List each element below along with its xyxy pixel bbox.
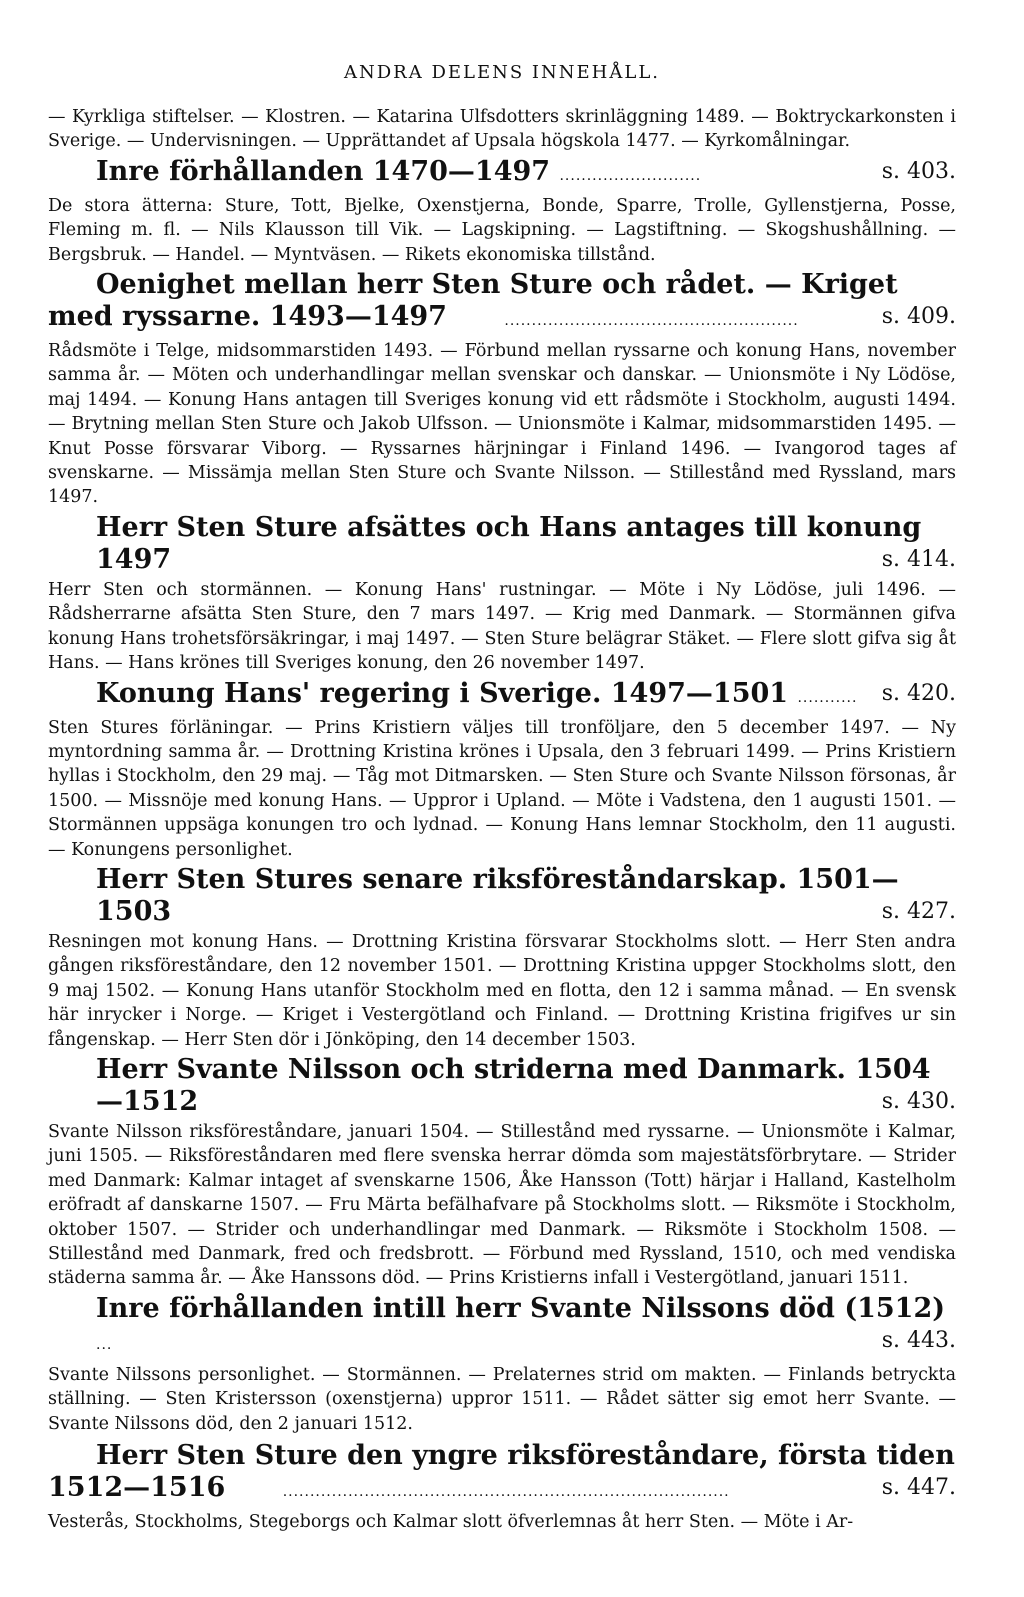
section-title <box>48 1293 956 1361</box>
section-summary: De stora ätterna: Sture, Tott, Bjelke, Oxenstjerna, Bonde, Sparre, Trolle, Gyllenstjerna, Posse, Fleming m. fl. — Nils Klausson till Vik. — Lagskipning. — Lagstiftning. — Skogshushållning. — Bergsbruk. — Handel. — Myntväsen. — Rikets ekonomiska tillstånd. <box>48 195 956 265</box>
section-title-text: Konung Hans' regering i Sverige. 1497—1501 <box>96 677 789 709</box>
page-reference: s. 430. <box>881 1088 956 1114</box>
page-reference: s. 427. <box>881 898 956 924</box>
toc-section <box>48 1293 956 1436</box>
toc-section <box>48 269 956 510</box>
toc-section <box>48 678 956 862</box>
leader-dots: .......................... <box>559 167 702 184</box>
section-summary: Sten Stures förläningar. — Prins Kristiern väljes till tronföljare, den 5 december 1497. — Ny myntordning samma år. — Drottning Kristina krönes i Upsala, den 3 februari 1499. — Prins Kristiern hyllas i Stockholm, den 29 maj. — Tåg mot Ditmarsken. — Sten Sture och Svante Nilsson försonas, år 1500. — Missnöje med konung Hans. — Uppror i Upland. — Möte i Vadstena, den 1 augusti 1501. — Stormännen uppsäga konungen tro och lydnad. — Konung Hans lemnar Stockholm, den 11 augusti. — Konungens personlighet. <box>48 717 956 860</box>
section-title <box>48 156 956 192</box>
page-reference: s. 447. <box>881 1475 956 1501</box>
page-reference: s. 420. <box>881 680 956 706</box>
section-title-text: Inre förhållanden 1470—1497 <box>96 155 551 187</box>
section-title-text: Herr Sten Stures senare riksföreståndarskap. 1501—1503 <box>96 863 899 927</box>
section-summary: Svante Nilsson riksföreståndare, januari 1504. — Stillestånd med ryssarne. — Unionsmöte i Kalmar, juni 1505. — Riksföreståndaren med flere svenska herrar dömda som majestätsförbrytare. — Strider med Danmark: Kalmar intaget af svenskarne 1506, Åke Hansson (Tott) härjar i Halland, Kastelholm eröfradt af danskarne 1507. — Fru Märta befälhafvare på Stockholms slott. — Riksmöte i Stockholm, oktober 1507. — Strider och underhandlingar med Danmark. — Riksmöte i Stockholm 1508. — Stillestånd med Danmark, fred och fredsbrott. — Förbund med Ryssland, 1510, och med vendiska städerna samma år. — Åke Hanssons död. — Prins Kristierns infall i Vestergötland, januari 1511. <box>48 1121 956 1289</box>
section-title <box>48 269 956 337</box>
leader-dots: ... <box>96 1336 113 1353</box>
page-reference: s. 414. <box>881 546 956 572</box>
section-title-text: Herr Svante Nilsson och striderna med Danmark. 1504—1512 <box>96 1053 931 1117</box>
toc-section <box>48 512 956 676</box>
leader-dots: ........... <box>797 689 858 706</box>
section-summary: Herr Sten och stormännen. — Konung Hans' rustningar. — Möte i Ny Lödöse, juli 1496. — Rådsherrarne afsätta Sten Sture, den 7 mars 1497. — Krig med Danmark. — Stormännen gifva konung Hans trohetsförsäkringar, i maj 1497. — Sten Sture belägrar Stäket. — Flere slott gifva sig åt Hans. — Hans krönes till Sveriges konung, den 26 november 1497. <box>48 579 956 674</box>
leader-dots: ...................................................... <box>504 313 799 330</box>
section-title-text: Inre förhållanden intill herr Svante Nilssons död (1512) <box>96 1292 946 1324</box>
toc-section <box>48 1440 956 1534</box>
section-title-text: Oenighet mellan herr Sten Sture och rådet. — Kriget med ryssarne. 1493—1497 <box>48 269 898 333</box>
section-title-text: Herr Sten Sture den yngre riksföreståndare, första tiden 1512—1516 <box>48 1440 955 1504</box>
page-reference: s. 409. <box>881 304 956 330</box>
leader-dots: .................................................................................. <box>282 1484 730 1501</box>
section-title <box>48 1054 956 1118</box>
page-header: ANDRA DELENS INNEHÅLL. <box>344 62 660 83</box>
page-reference: s. 443. <box>881 1327 956 1353</box>
page-reference: s. 403. <box>881 158 956 184</box>
toc-section <box>48 1054 956 1291</box>
section-title <box>48 864 956 928</box>
section-summary: Vesterås, Stockholms, Stegeborgs och Kalmar slott öfverlemnas åt herr Sten. — Möte i Ar- <box>48 1512 854 1533</box>
section-summary: Svante Nilssons personlighet. — Stormännen. — Prelaternes strid om makten. — Finlands betryckta ställning. — Sten Kristersson (oxenstjerna) uppror 1511. — Rådet sätter sig emot herr Svante. — Svante Nilssons död, den 2 januari 1512. <box>48 1364 956 1434</box>
intro-paragraph: — Kyrkliga stiftelser. — Klostren. — Katarina Ulfsdotters skrinläggning 1489. — Boktryckarkonsten i Sverige. — Undervisningen. — Upprättandet af Upsala högskola 1477. — Kyrkomålningar. <box>48 107 956 152</box>
section-title <box>48 512 956 576</box>
toc-section <box>48 864 956 1052</box>
section-summary: Rådsmöte i Telge, midsommarstiden 1493. — Förbund mellan ryssarne och konung Hans, november samma år. — Möten och underhandlingar mellan svenskar och danskar. — Unionsmöte i Ny Lödöse, maj 1494. — Konung Hans antagen till Sveriges konung vid ett rådsmöte i Stockholm, augusti 1494. — Brytning mellan Sten Sture och Jakob Ulfsson. — Unionsmöte i Kalmar, midsommarstiden 1495. — Knut Posse försvarar Viborg. — Ryssarnes härjningar i Finland 1496. — Ivangorod tages af svenskarne. — Missämja mellan Sten Sture och Svante Nilsson. — Stillestånd med Ryssland, mars 1497. <box>48 341 956 508</box>
section-title <box>48 678 956 714</box>
toc-section <box>48 156 956 267</box>
section-title <box>48 1440 956 1508</box>
section-summary: Resningen mot konung Hans. — Drottning Kristina försvarar Stockholms slott. — Herr Sten andra gången riksföreståndare, den 12 november 1501. — Drottning Kristina uppger Stockholms slott, den 9 maj 1502. — Konung Hans utanför Stockholm med en flotta, den 12 i samma månad. — En svensk här inrycker i Norge. — Kriget i Vestergötland och Finland. — Drottning Kristina frigifves ur sin fångenskap. — Herr Sten dör i Jönköping, den 14 december 1503. <box>48 931 956 1050</box>
section-title-text: Herr Sten Sture afsättes och Hans antages till konung 1497 <box>96 511 922 575</box>
